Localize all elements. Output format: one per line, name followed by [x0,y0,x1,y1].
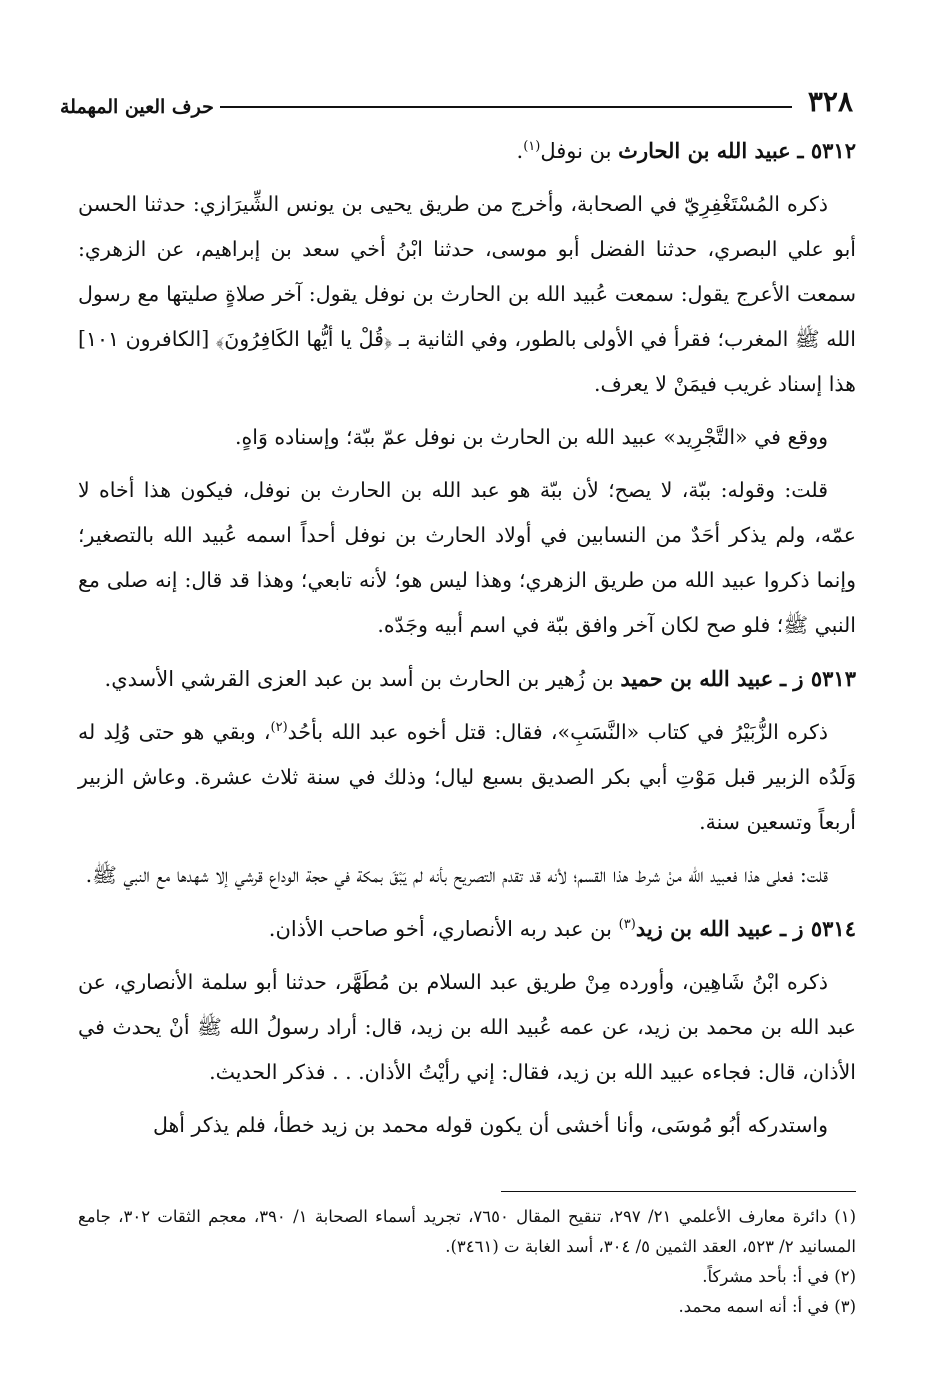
paragraph: ووقع في «التَّجْرِيد» عبيد الله بن الحارث بن نوفل عمّ ببّة؛ وإسناده وَاهٍ. [235,425,828,449]
entry-number: ٥٣١٣ ز ـ [779,666,856,691]
footnote: (٣) في أ: أنه اسمه محمد. [678,1297,856,1316]
footnotes [78,1202,856,1322]
header-rule [220,106,792,108]
footnote-ref: (٣) [618,917,636,932]
entry-lineage: بن زُهير بن الحارث بن أسد بن عبد العزى القرشي الأسدي. [104,667,621,691]
page-header [60,78,853,118]
running-title: حرف العين المهملة [60,96,214,118]
page-number: ٣٢٨ [807,85,853,118]
entry-heading-5312 [78,128,856,174]
entry-name: عبيد الله بن حميد [620,666,774,691]
entry-lineage: بن عبد ربه الأنصاري، أخو صاحب الأذان. [268,917,619,941]
paragraph: قلت: وقوله: ببّة، لا يصح؛ لأن ببّة هو عبد الله بن الحارث بن نوفل، فيكون هذا أخاه لا عمّه، ولم يذكر أحَدٌ من النسابين في أولاد الحارث بن نوفل أحداً اسمه عُبيد الله بالتصغير؛ وإنما ذكروا عبيد الله من طريق الزهري؛ وهذا ليس هو؛ لأنه تابعي؛ وهذا قد قال: إنه صلى مع النبي ﷺ؛ فلو صح لكان آخر وافق ببّة في اسم أبيه وجَدّه. [78,478,856,637]
entry-name: عبيد الله بن الحارث [618,138,791,163]
entry-name: عبيد الله بن زيد [635,916,774,941]
paragraph: واستدركه أبُو مُوسَى، وأنا أخشى أن يكون قوله محمد بن زيد خطأ، فلم يذكر أهل [152,1113,828,1137]
entry-end: . [516,139,524,163]
entry-lineage: بن نوفل [540,139,619,163]
entry-number: ٥٣١٢ ـ [797,138,856,163]
paragraph: قلت: فعلى هذا فعبيد الله منْ شرط هذا القسم؛ لأنه قد تقدم التصريح بأنه لم يَبْقَ بمكة في حجة الوداع قرشي إلا شهدها مع النبي ﷺ. [85,863,828,887]
paragraph: ذكره ابْنُ شَاهِين، وأورده مِنْ طريق عبد السلام بن مُطَهَّر، حدثنا أبو سلمة الأنصاري، عن عبد الله بن محمد بن زيد، عن عمه عُبيد الله بن زيد، قال: أراد رسولُ الله ﷺ أنْ يحدث في الأذان، قال: فجاءه عبيد الله بن زيد، فقال: إني رأيْتُ الأذان. . . فذكر الحديث. [78,970,856,1084]
paragraph [78,710,856,845]
paragraph-text: ، وبقي هو حتى وُلِد له وَلَدُه الزبير قبل مَوْتِ أبي بكر الصديق بسبع ليال؛ وذلك في سنة ثلاث عشرة. وعاش الزبير أربعاً وتسعين سنة. [78,720,856,834]
footnote-divider [501,1191,856,1192]
footnote: (٢) في أ: بأحد مشركاً. [702,1267,856,1286]
main-text [78,128,856,1156]
footnote: (١) دائرة معارف الأعلمي ٢١/ ٢٩٧، تنقيح المقال ٧٦٥٠، تجريد أسماء الصحابة ١/ ٣٩٠، معجم الثقات ٣٠٢، جامع المسانيد ٢/ ٥٢٣، العقد الثمين ٥/ ٣٠٤، أسد الغابة ت (٣٤٦١). [78,1207,856,1256]
paragraph-text: ذكره الزُّبَيْرُ في كتاب «النَّسَبِ»، فقال: قتل أخوه عبد الله بأحُد [287,720,829,744]
footnote-ref: (٢) [270,720,288,736]
entry-heading-5314 [78,906,856,952]
entry-number: ٥٣١٤ ز ـ [779,916,856,941]
paragraph: ذكره المُسْتَغْفِرِيّ في الصحابة، وأخرج من طريق يحيى بن يونس الشِّيرَازي: حدثنا الحسن أبو علي البصري، حدثنا الفضل أبو موسى، حدثنا ابْنُ أخي سعد بن إبراهيم، عن الزهري: سمعت الأعرج يقول: سمعت عُبيد الله بن الحارث بن نوفل يقول: آخر صلاةٍ صليتها مع رسول الله ﷺ المغرب؛ فقرأ في الأولى بالطور، وفي الثانية بـ ﴿قُلْ يا أيُّها الكَافِرُونَ﴾ [الكافرون ١٠١] هذا إسناد غريب فيمَنْ لا يعرف. [78,192,856,396]
entry-heading-5313 [78,656,856,702]
footnote-ref: (١) [523,139,541,154]
